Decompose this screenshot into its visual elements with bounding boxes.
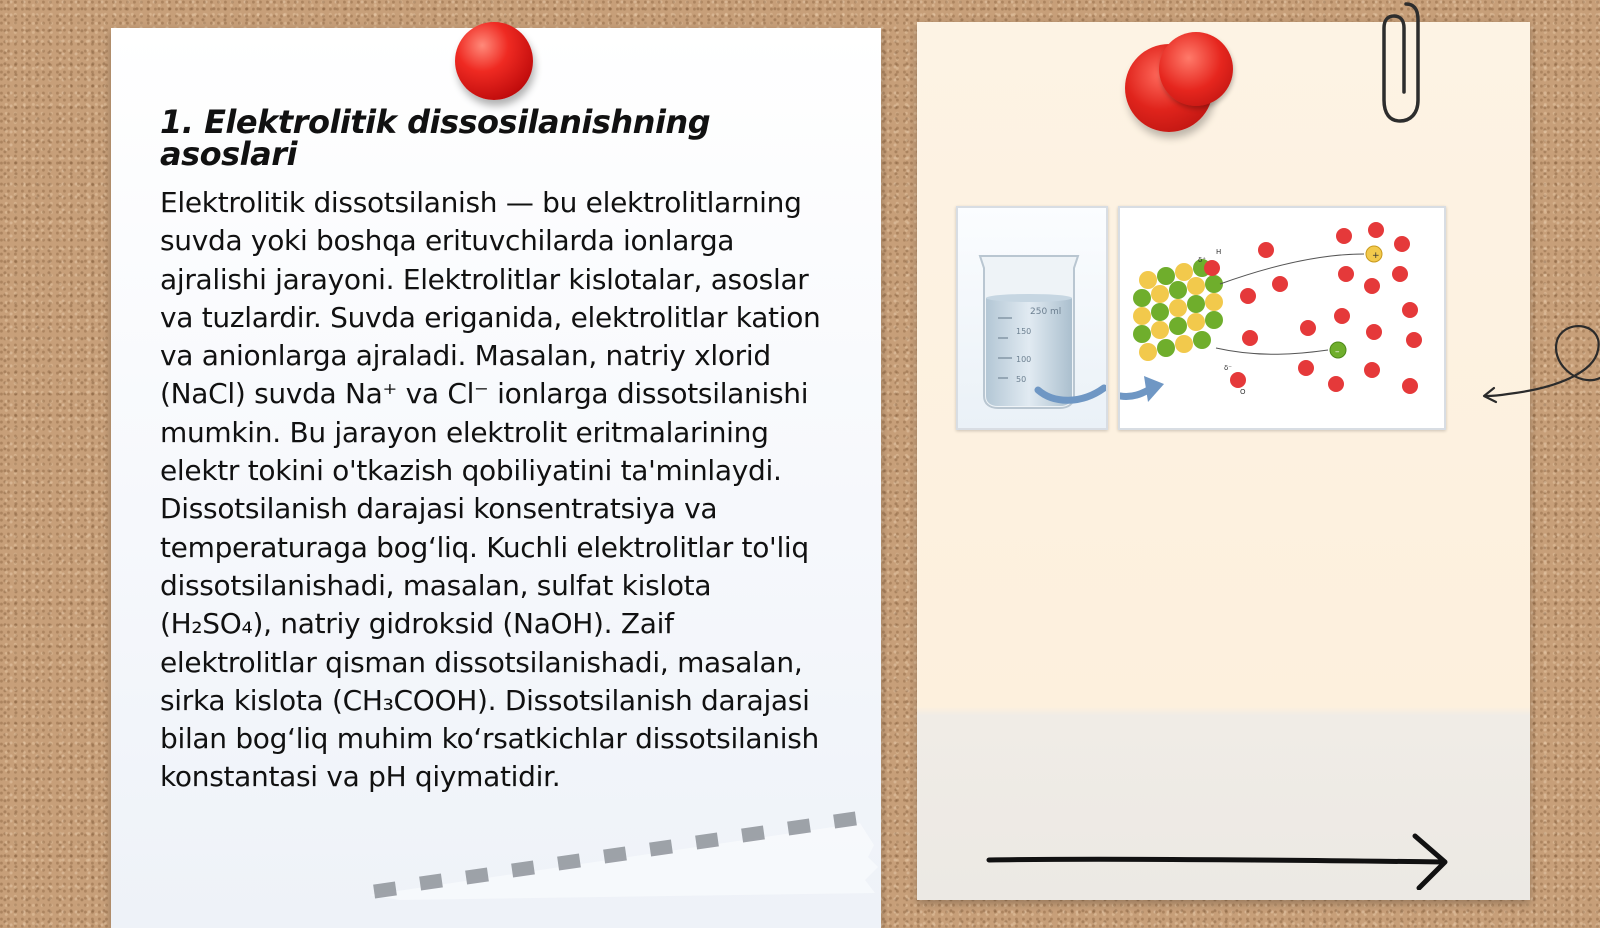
swirl-arrow-icon xyxy=(1478,310,1600,410)
paperclip-icon xyxy=(1378,0,1422,125)
beaker-mark: 50 xyxy=(1016,375,1027,384)
hydrogen-label: H xyxy=(1216,248,1222,256)
dissolution-diagram xyxy=(1118,206,1446,430)
arrow-right-icon xyxy=(985,830,1455,890)
beaker-mark: 100 xyxy=(1016,355,1032,364)
slide-body-text: Elektrolitik dissotsilanish — bu elektrolitlarning suvda yoki boshqa erituvchilarda ionlarga ajralishi jarayoni. Elektrolitlar kislotalar, asoslar va tuzlardir. Suvda eriganida, elektrolitlar kation va anionlarga ajraladi. Masalan, natriy xlorid (NaCl) suvda Na⁺ va Cl⁻ ionlarga dissotsilanishi mumkin. Bu jarayon elektrolit eritmalarining elektr tokini o'tkazish qobiliyatini ta'minlaydi. Dissotsilanish darajasi konsentratsiya va temperaturaga bog‘liq. Kuchli elektrolitlar to'liq dissotsilanishadi, masalan, sulfat kislota (H₂SO₄), natriy gidroksid (NaOH). Zaif elektrolitlar qisman dissotsilanishadi, masalan, sirka kislota (CH₃COOH). Dissotsilanish darajasi bilan bog‘liq muhim ko‘rsatkichlar dissotsilanish konstantasi va pH qiymatidir. xyxy=(160,186,821,794)
beaker-volume-label: 250 ml xyxy=(1030,307,1062,317)
partial-charge-label: δ⁺ xyxy=(1198,256,1206,264)
red-pushpin-icon xyxy=(1125,32,1235,132)
anion-charge-label: – xyxy=(1335,347,1340,357)
partial-charge-label: δ⁻ xyxy=(1224,364,1232,372)
oxygen-label: O xyxy=(1240,388,1246,396)
slide-title: 1. Elektrolitik dissosilanishning asoslari xyxy=(160,103,711,173)
right-paper-note xyxy=(917,22,1530,900)
beaker-mark: 150 xyxy=(1016,327,1032,336)
cation-charge-label: + xyxy=(1372,251,1380,261)
tape-strip xyxy=(360,805,880,900)
red-pushpin-icon xyxy=(455,22,533,100)
beaker-illustration xyxy=(956,206,1108,430)
